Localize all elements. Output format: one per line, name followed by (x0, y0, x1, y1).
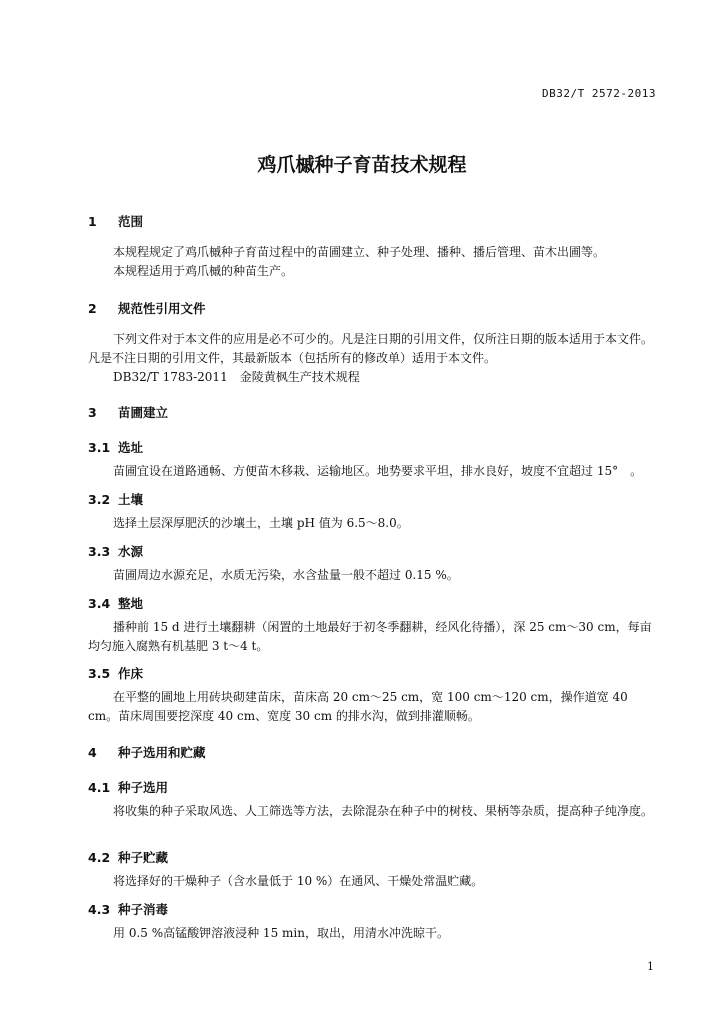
section-heading-1 (88, 212, 143, 230)
section-heading-4 (88, 743, 206, 761)
section-number: 1 (88, 214, 97, 229)
paragraph-scope-1: 本规程规定了鸡爪槭种子育苗过程中的苗圃建立、种子处理、播种、播后管理、苗木出圃等。 (113, 245, 606, 259)
subsection-heading-3-1 (88, 438, 143, 456)
section-title: 种子贮藏 (118, 850, 169, 865)
section-title: 规范性引用文件 (118, 301, 206, 316)
paragraph-seedbed: 在平整的圃地上用砖块砌建苗床，苗床高 20 cm～25 cm，宽 100 cm～120 cm，操作道宽 40 cm。苗床周围要挖深度 40 cm、宽度 30 cm 的排水沟，做到排灌顺畅。 (88, 690, 628, 723)
section-title: 土壤 (118, 492, 144, 507)
subsection-heading-3-3 (88, 542, 143, 560)
section-heading-2 (88, 299, 206, 317)
page-number: 1 (647, 960, 654, 973)
paragraph-seed-selection: 将收集的种子采取风选、人工筛选等方法，去除混杂在种子中的树枝、果柄等杂质，提高种子纯净度。 (113, 804, 654, 818)
section-number: 2 (88, 301, 97, 316)
subsection-heading-4-2 (88, 848, 168, 866)
section-title: 苗圃建立 (118, 405, 169, 420)
section-title: 种子选用 (118, 780, 169, 795)
section-number: 3 (88, 405, 97, 420)
section-number: 4 (88, 745, 97, 760)
section-number: 4.3 (88, 902, 111, 917)
paragraph-references: 下列文件对于本文件的应用是必不可少的。凡是注日期的引用文件，仅所注日期的版本适用于本文件。凡是不注日期的引用文件，其最新版本（包括所有的修改单）适用于本文件。 (88, 332, 654, 365)
subsection-heading-4-3 (88, 900, 168, 918)
paragraph-seed-disinfection: 用 0.5 %高锰酸钾溶液浸种 15 min，取出，用清水冲洗晾干。 (113, 926, 449, 940)
paragraph-seed-storage: 将选择好的干燥种子（含水量低于 10 %）在通风、干燥处常温贮藏。 (113, 874, 484, 888)
section-number: 3.5 (88, 666, 111, 681)
subsection-heading-3-5 (88, 664, 143, 682)
document-code: DB32/T 2572-2013 (542, 87, 656, 100)
section-number: 3.2 (88, 492, 111, 507)
paragraph-water: 苗圃周边水源充足，水质无污染，水含盐量一般不超过 0.15 %。 (113, 568, 459, 582)
section-title: 作床 (118, 666, 144, 681)
section-title: 整地 (118, 596, 144, 611)
paragraph-soil: 选择土层深厚肥沃的沙壤土，土壤 pH 值为 6.5～8.0。 (113, 516, 409, 530)
document-title: 鸡爪槭种子育苗技术规程 (257, 154, 467, 176)
section-number: 3.1 (88, 440, 111, 455)
section-title: 种子消毒 (118, 902, 169, 917)
section-title: 种子选用和贮藏 (118, 745, 206, 760)
section-title: 范围 (118, 214, 144, 229)
paragraph-land-prep: 播种前 15 d 进行土壤翻耕（闲置的土地最好于初冬季翻耕，经风化待播），深 25 cm～30 cm，每亩均匀施入腐熟有机基肥 3 t～4 t。 (88, 620, 652, 653)
paragraph-site-selection: 苗圃宜设在道路通畅、方便苗木移栽、运输地区。地势要求平坦，排水良好，坡度不宜超过 15° 。 (113, 464, 643, 478)
section-heading-3 (88, 403, 168, 421)
subsection-heading-4-1 (88, 778, 168, 796)
section-title: 选址 (118, 440, 144, 455)
section-number: 4.2 (88, 850, 111, 865)
paragraph-scope-2: 本规程适用于鸡爪槭的种苗生产。 (113, 264, 294, 278)
section-number: 4.1 (88, 780, 111, 795)
section-title: 水源 (118, 544, 144, 559)
section-number: 3.4 (88, 596, 111, 611)
subsection-heading-3-2 (88, 490, 143, 508)
subsection-heading-3-4 (88, 594, 143, 612)
section-number: 3.3 (88, 544, 111, 559)
paragraph-reference-item: DB32/T 1783-2011 金陵黄枫生产技术规程 (113, 370, 360, 384)
